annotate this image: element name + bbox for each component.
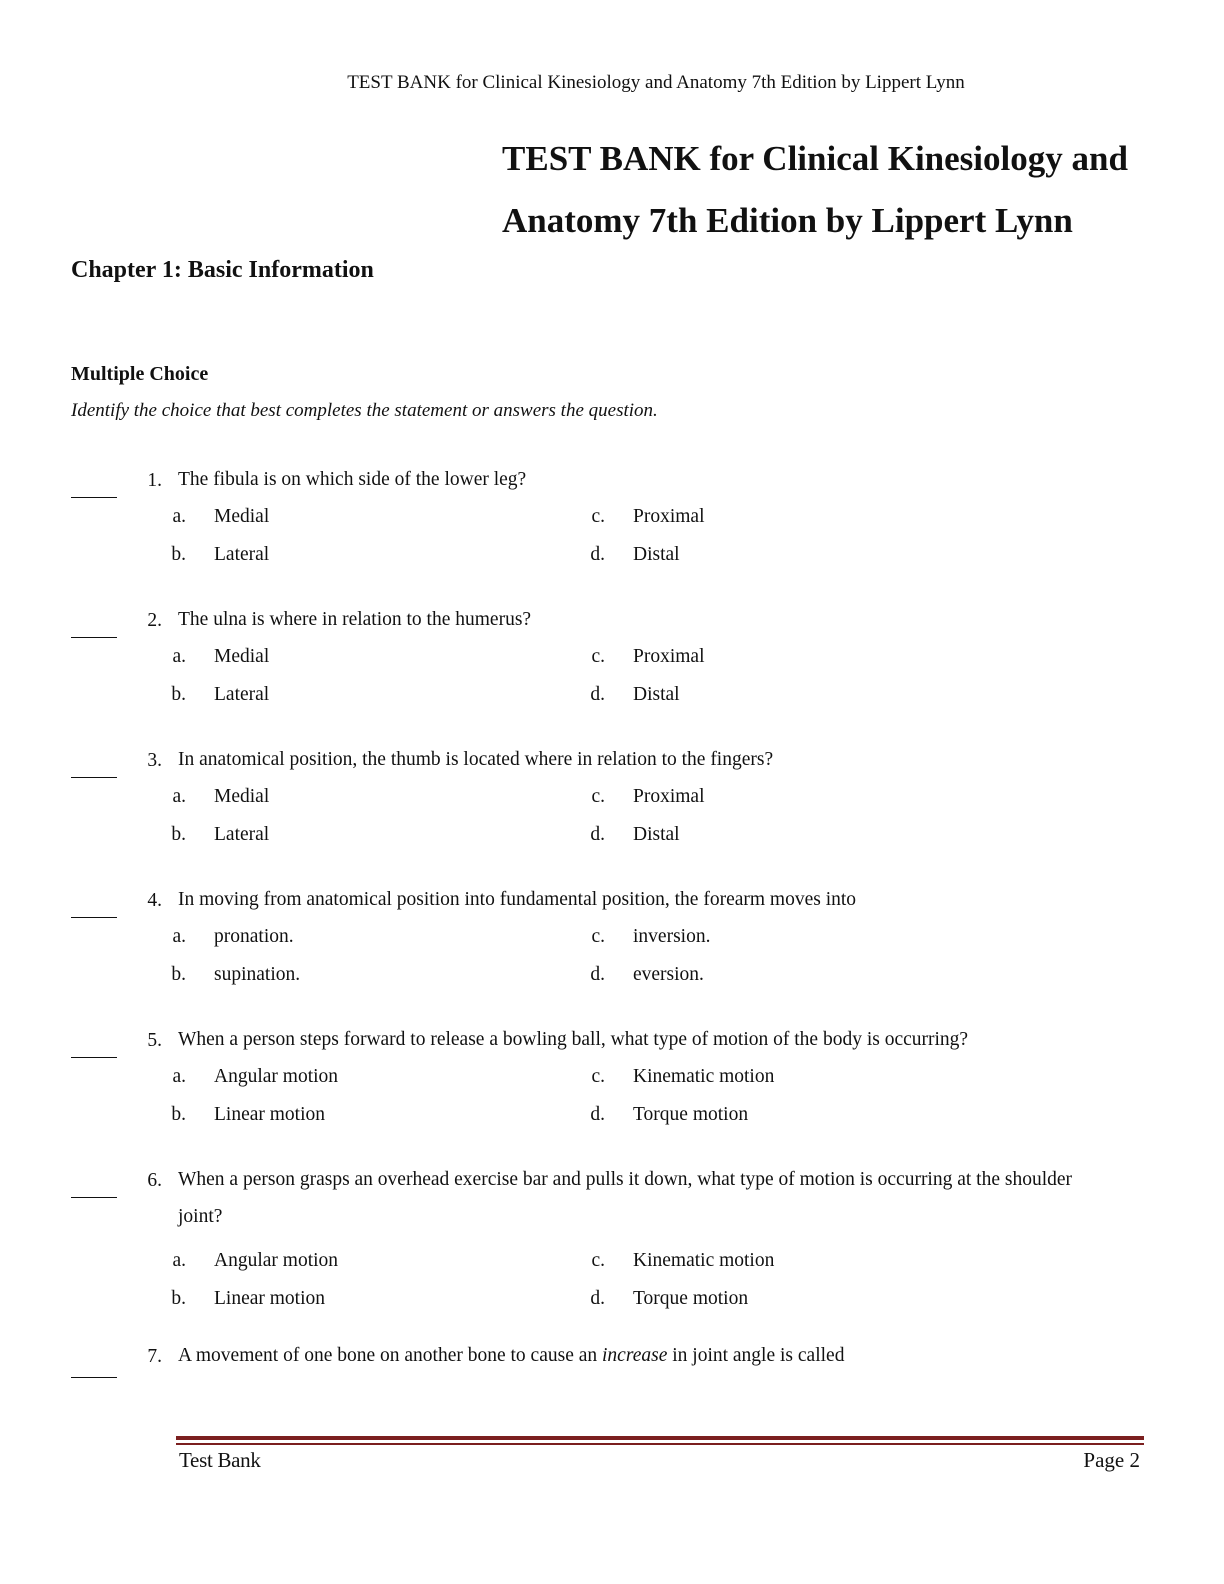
option-letter: c. <box>591 506 605 527</box>
option-letter: d. <box>590 1104 605 1125</box>
footer-label: Test Bank <box>179 1448 261 1472</box>
option-letter: b. <box>171 1104 186 1125</box>
option-text: Lateral <box>214 544 270 565</box>
question-text-before: A movement of one bone on another bone to cause an <box>178 1345 603 1366</box>
option-letter: d. <box>590 684 605 705</box>
option-text: Medial <box>214 506 270 527</box>
option-letter: b. <box>171 964 186 985</box>
option-text: Linear motion <box>214 1288 326 1309</box>
page-number: Page 2 <box>1083 1448 1140 1472</box>
option-text: Angular motion <box>214 1066 339 1087</box>
option-letter: a. <box>172 926 186 947</box>
option-letter: b. <box>171 544 186 565</box>
question-text <box>178 1337 1108 1374</box>
footer-divider <box>176 1436 1144 1440</box>
question-number: 5. <box>147 1030 162 1051</box>
question-number: 4. <box>147 890 162 911</box>
running-header: TEST BANK for Clinical Kinesiology and Anatomy 7th Edition by Lippert Lynn <box>347 72 965 93</box>
option-text: Proximal <box>633 646 705 667</box>
option-letter: b. <box>171 684 186 705</box>
option-text: Kinematic motion <box>633 1066 775 1087</box>
question-text: The ulna is where in relation to the humerus? <box>178 609 532 630</box>
option-letter: d. <box>590 824 605 845</box>
option-text: Lateral <box>214 824 270 845</box>
option-letter: c. <box>591 1066 605 1087</box>
option-letter: a. <box>172 786 186 807</box>
option-text: Linear motion <box>214 1104 326 1125</box>
question-text: When a person grasps an overhead exercise bar and pulls it down, what type of motion is occurring at the shoulder joint? <box>178 1169 1073 1227</box>
option-letter: a. <box>172 1250 186 1271</box>
option-text: supination. <box>214 964 301 985</box>
question-number: 7. <box>147 1346 162 1367</box>
option-letter: a. <box>172 506 186 527</box>
option-text: Lateral <box>214 684 270 705</box>
option-letter: b. <box>171 1288 186 1309</box>
question-text: The fibula is on which side of the lower leg? <box>178 469 527 490</box>
answer-blank[interactable] <box>71 1377 117 1378</box>
option-letter: a. <box>172 646 186 667</box>
option-text: Torque motion <box>633 1288 749 1309</box>
option-letter: c. <box>591 926 605 947</box>
option-text: pronation. <box>214 926 294 947</box>
answer-blank[interactable] <box>71 1057 117 1058</box>
question-text-emphasis: increase <box>602 1345 668 1366</box>
answer-blank[interactable] <box>71 777 117 778</box>
question-text: In moving from anatomical position into fundamental position, the forearm moves into <box>178 889 857 910</box>
answer-blank[interactable] <box>71 637 117 638</box>
option-text: Distal <box>633 684 680 705</box>
option-text: Torque motion <box>633 1104 749 1125</box>
option-text: Medial <box>214 786 270 807</box>
option-letter: d. <box>590 964 605 985</box>
question-number: 1. <box>147 470 162 491</box>
document-title <box>502 128 1192 252</box>
chapter-heading: Chapter 1: Basic Information <box>71 257 374 283</box>
footer-divider-thin <box>176 1443 1144 1445</box>
option-letter: d. <box>590 544 605 565</box>
option-text: Proximal <box>633 786 705 807</box>
question-text: In anatomical position, the thumb is located where in relation to the fingers? <box>178 749 774 770</box>
option-letter: c. <box>591 646 605 667</box>
option-text: Distal <box>633 824 680 845</box>
question-text: When a person steps forward to release a bowling ball, what type of motion of the body is occurring? <box>178 1029 969 1050</box>
title-line-2: Anatomy 7th Edition by Lippert Lynn <box>502 201 1073 240</box>
option-text: Angular motion <box>214 1250 339 1271</box>
option-letter: d. <box>590 1288 605 1309</box>
option-text: Kinematic motion <box>633 1250 775 1271</box>
answer-blank[interactable] <box>71 497 117 498</box>
option-letter: c. <box>591 1250 605 1271</box>
option-letter: c. <box>591 786 605 807</box>
option-text: inversion. <box>633 926 711 947</box>
question-text-after: in joint angle is called <box>667 1345 845 1366</box>
option-text: Proximal <box>633 506 705 527</box>
option-text: Medial <box>214 646 270 667</box>
question-number: 6. <box>147 1170 162 1191</box>
answer-blank[interactable] <box>71 917 117 918</box>
question-number: 3. <box>147 750 162 771</box>
question-number: 2. <box>147 610 162 631</box>
option-text: Distal <box>633 544 680 565</box>
instructions: Identify the choice that best completes the statement or answers the question. <box>71 400 658 421</box>
option-letter: b. <box>171 824 186 845</box>
answer-blank[interactable] <box>71 1197 117 1198</box>
option-letter: a. <box>172 1066 186 1087</box>
option-text: eversion. <box>633 964 704 985</box>
section-heading: Multiple Choice <box>71 363 209 385</box>
title-line-1: TEST BANK for Clinical Kinesiology and <box>502 139 1128 178</box>
